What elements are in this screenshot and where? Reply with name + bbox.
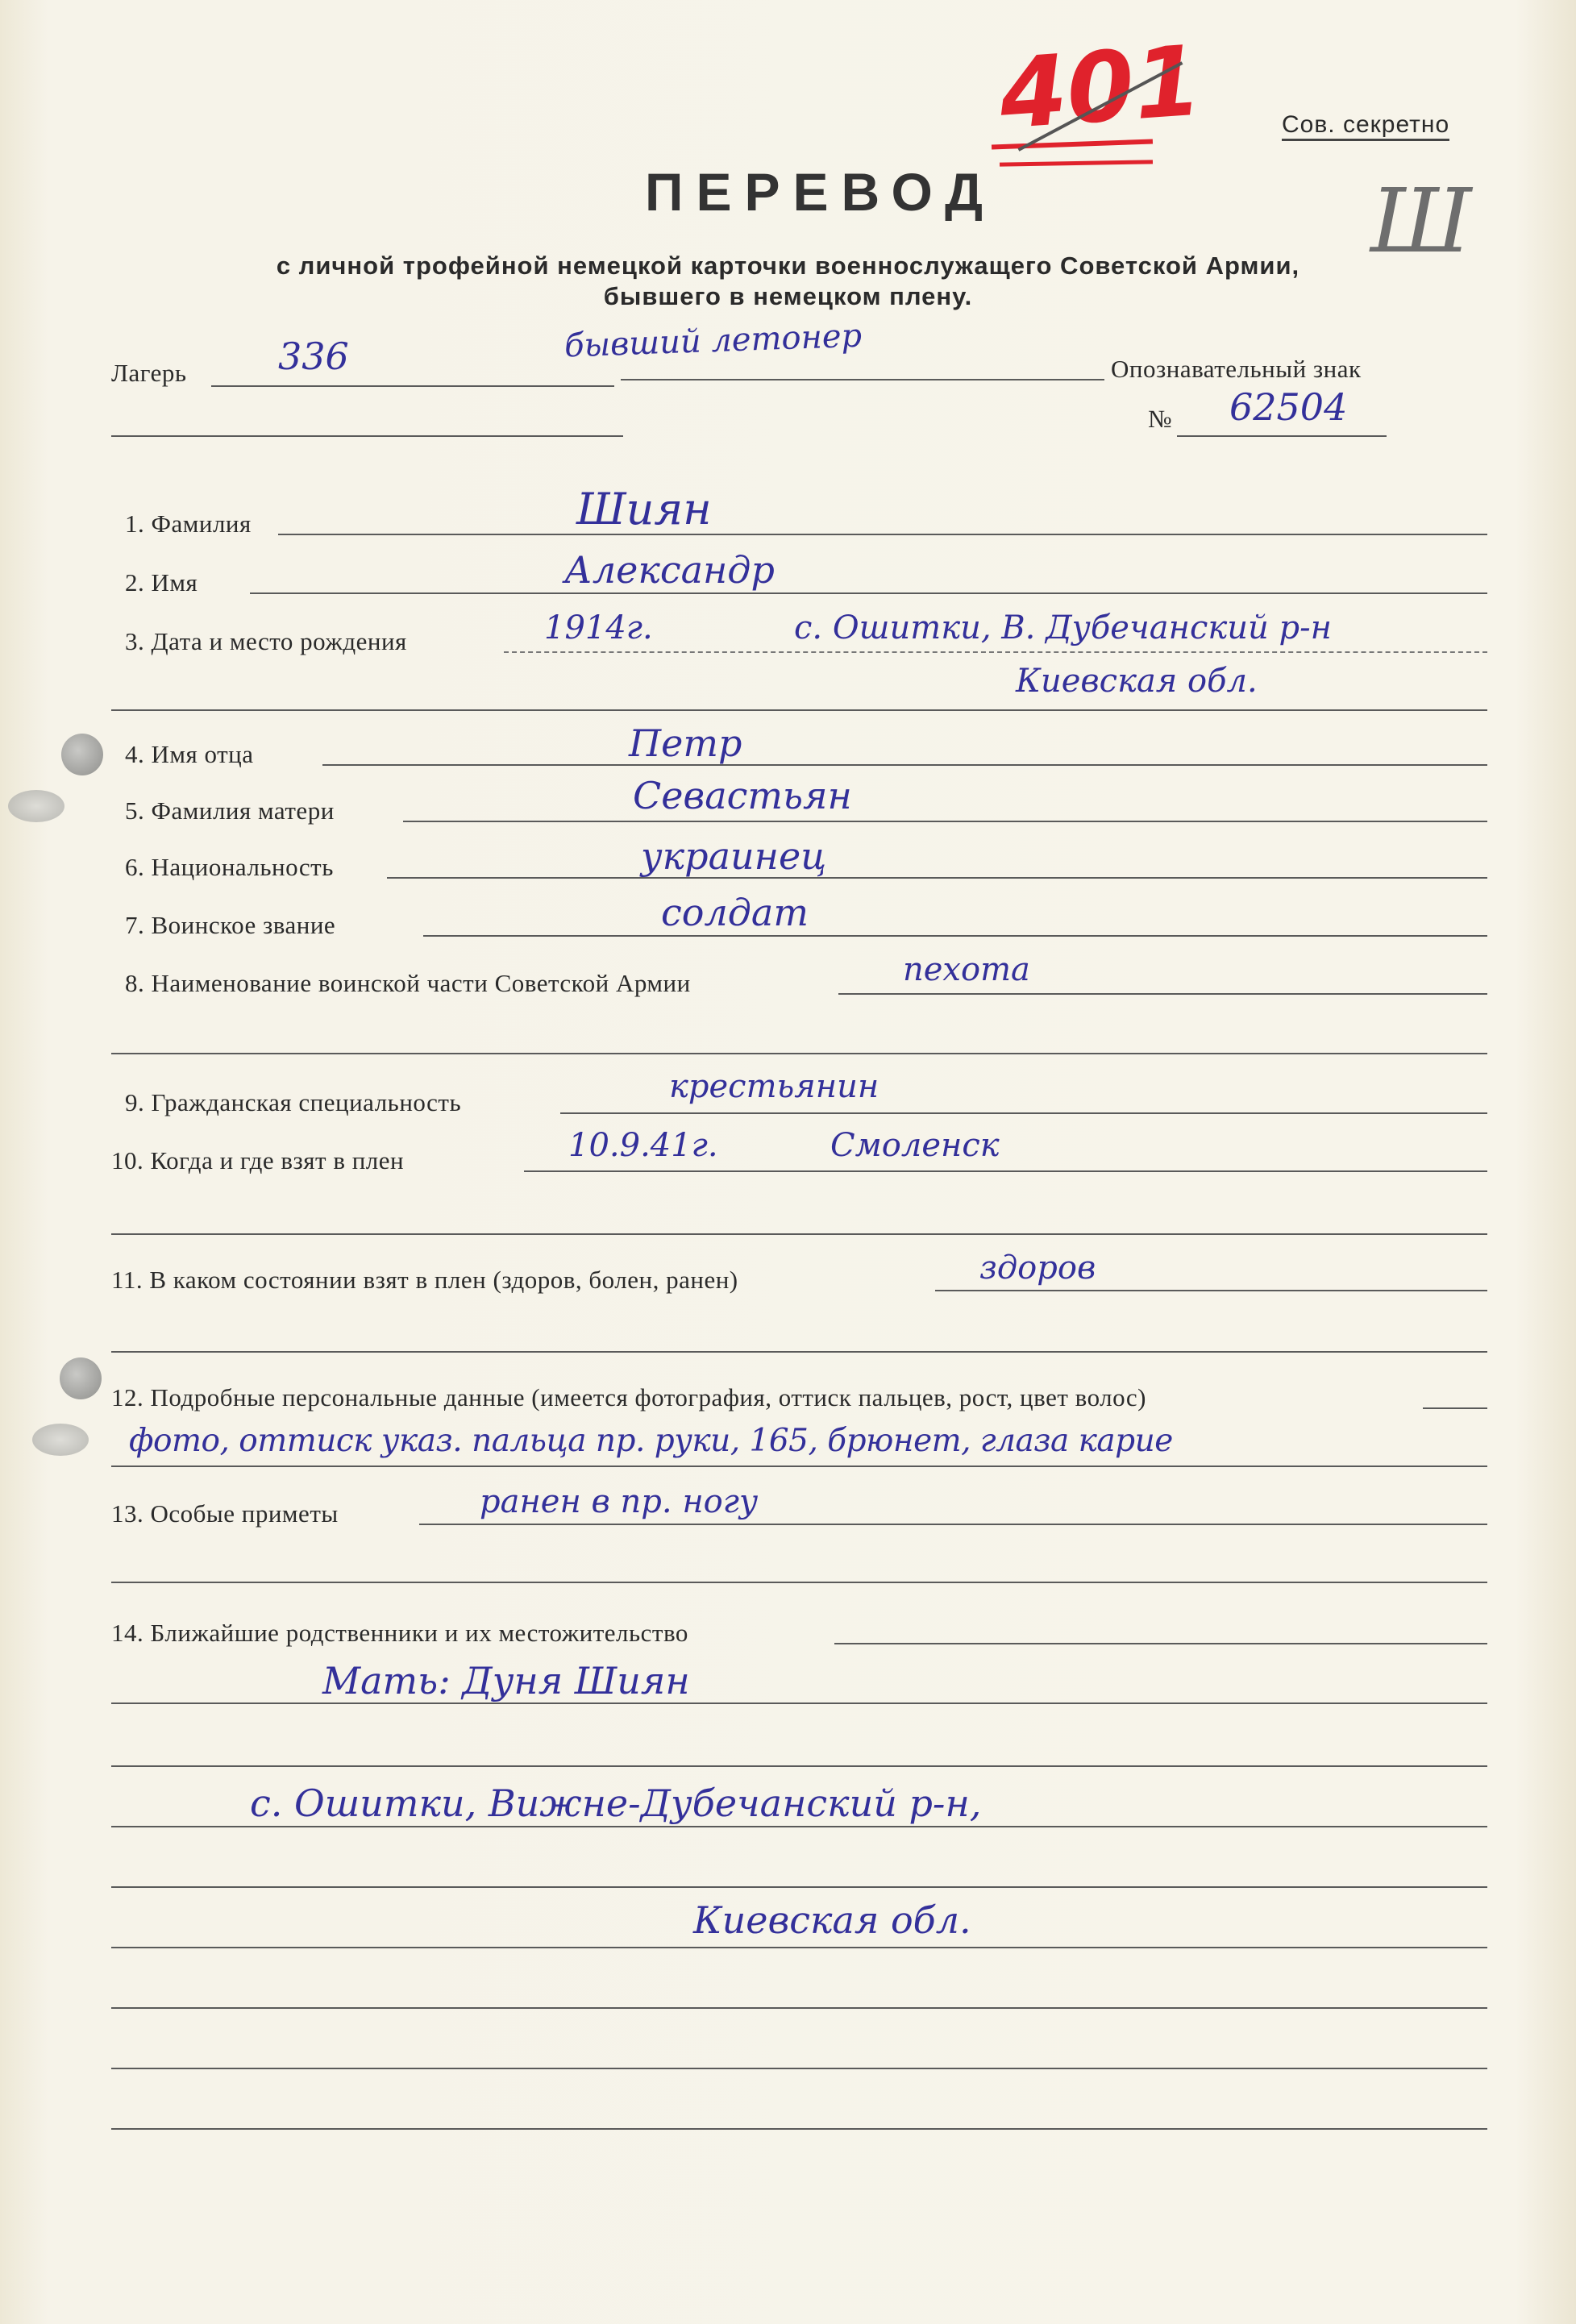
field-line [419, 1524, 1487, 1525]
camp-note: бывший летонер [563, 317, 863, 365]
field-value-rank: солдат [661, 891, 809, 934]
field-line [111, 1947, 1487, 1948]
field-label-mother: 5. Фамилия матери [125, 796, 335, 825]
field-line [403, 821, 1487, 822]
camp-line [211, 385, 614, 387]
field-value-birth-region: Киевская обл. [1016, 663, 1258, 700]
field-line [111, 1233, 1487, 1235]
red-archive-number: 401 [996, 25, 1206, 152]
field-label-father: 4. Имя отца [125, 740, 254, 768]
id-number-label: № [1148, 405, 1173, 433]
document-title: ПЕРЕВОД [645, 162, 996, 222]
field-line [111, 2128, 1487, 2130]
field-value-condition: здоров [979, 1249, 1096, 1287]
field-line [111, 1765, 1487, 1767]
field-line [524, 1170, 1487, 1172]
pencil-mark: Ш [1370, 169, 1472, 272]
field-line [387, 877, 1487, 879]
field-value-unit: пехота [903, 951, 1030, 988]
field-label-birth: 3. Дата и место рождения [125, 627, 407, 655]
field-value-father: Петр [629, 721, 742, 765]
field-value-marks: ранен в пр. ногу [480, 1483, 759, 1520]
field-value-mother: Севастьян [633, 774, 852, 817]
field-value-profession: крестьянин [669, 1068, 879, 1105]
field-label-captured: 10. Когда и где взят в плен [111, 1146, 405, 1174]
torn-hole-top [8, 790, 64, 822]
field-line [250, 592, 1487, 594]
field-line [111, 1702, 1487, 1704]
field-label-surname: 1. Фамилия [125, 509, 252, 538]
field-label-nationality: 6. Национальность [125, 853, 334, 881]
camp-label: Лагерь [111, 359, 187, 387]
punch-hole-top [61, 734, 103, 775]
field-line [111, 709, 1487, 711]
field-line [838, 993, 1487, 995]
field-label-marks: 13. Особые приметы [111, 1499, 339, 1528]
field-label-rank: 7. Воинское звание [125, 911, 336, 939]
field-value-name: Александр [564, 548, 775, 592]
field-line [560, 1112, 1487, 1114]
field-label-unit: 8. Наименование воинской части Советской Армии [125, 969, 691, 997]
field-value-surname: Шиян [576, 484, 712, 534]
secrecy-stamp: Сов. секретно [1282, 111, 1449, 141]
field-line [322, 764, 1487, 766]
field-line [111, 1886, 1487, 1888]
field-value-relatives-name: Мать: Дуня Шиян [322, 1659, 690, 1702]
field-line [111, 1826, 1487, 1827]
field-line [111, 2068, 1487, 2069]
punch-hole-bottom [60, 1357, 102, 1399]
field-label-personal-data: 12. Подробные персональные данные (имеется фотография, оттиск пальцев, рост, цвет волос) [111, 1383, 1146, 1411]
field-value-relatives-village: с. Ошитки, Вижне-Дубечанский р-н, [250, 1781, 982, 1825]
id-number-line [1177, 435, 1387, 437]
id-tag-label: Опознавательный знак [1111, 355, 1362, 383]
field-line [111, 2007, 1487, 2009]
field-line [111, 1582, 1487, 1583]
field-label-relatives: 14. Ближайшие родственники и их местожительство [111, 1619, 688, 1647]
field-label-profession: 9. Гражданская специальность [125, 1088, 462, 1116]
field-line [504, 651, 1487, 653]
field-line [111, 1351, 1487, 1353]
field-line [111, 1053, 1487, 1054]
red-strike-2 [1000, 160, 1153, 166]
field-line [935, 1290, 1487, 1291]
camp-line-2 [111, 435, 623, 437]
field-value-relatives-region: Киевская обл. [693, 1898, 971, 1942]
field-line [423, 935, 1487, 937]
field-value-birth-date: 1914г. [544, 609, 653, 646]
field-value-captured-place: Смоленск [830, 1127, 1000, 1164]
field-label-name: 2. Имя [125, 568, 198, 597]
camp-note-line [621, 379, 1104, 380]
field-line [278, 534, 1487, 535]
field-value-personal-data: фото, оттиск указ. пальца пр. руки, 165, брюнет, глаза карие [129, 1423, 1173, 1459]
torn-hole-bottom [32, 1424, 89, 1456]
field-line [834, 1643, 1487, 1644]
id-number-value: 62504 [1229, 385, 1348, 429]
field-line [1423, 1407, 1487, 1409]
field-line [111, 1465, 1487, 1467]
document-subtitle-1: с личной трофейной немецкой карточки военнослужащего Советской Армии, [276, 252, 1300, 280]
document-subtitle-2: бывшего в немецком плену. [603, 282, 973, 310]
field-label-condition: 11. В каком состоянии взят в плен (здоров, болен, ранен) [111, 1266, 738, 1294]
camp-value: 336 [278, 335, 349, 378]
field-value-captured-date: 10.9.41г. [568, 1127, 718, 1164]
field-value-birth-place: с. Ошитки, В. Дубечанский р-н [794, 609, 1332, 646]
field-value-nationality: украинец [641, 834, 827, 878]
